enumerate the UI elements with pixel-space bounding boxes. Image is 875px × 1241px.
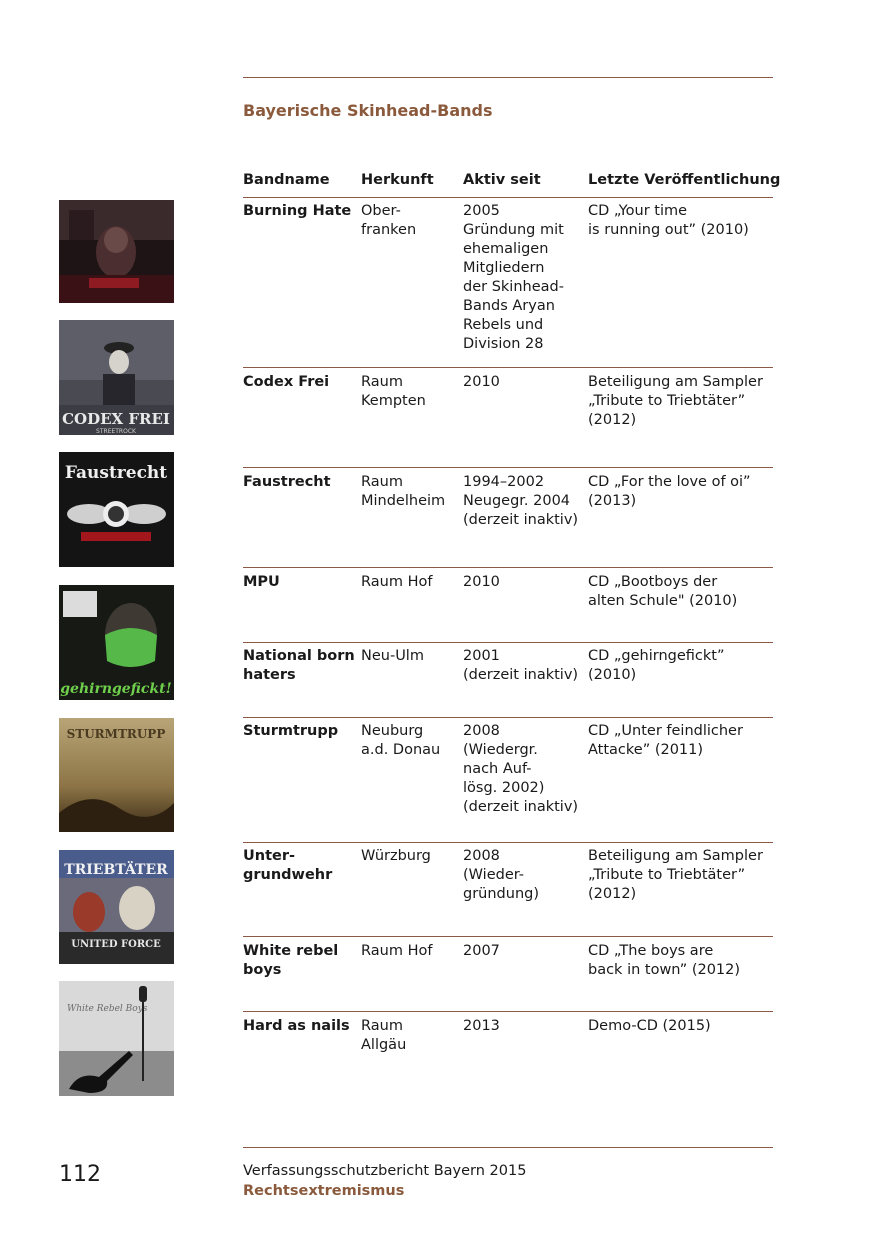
row-divider [243, 842, 773, 843]
band-active-since: 2013 [463, 1018, 500, 1034]
row-divider [243, 567, 773, 568]
row-divider [243, 642, 773, 643]
band-last-release: CD „Your time is running out” (2010) [588, 203, 749, 238]
report-section: Rechtsextremismus [243, 1183, 405, 1199]
band-name: Sturmtrupp [243, 723, 339, 739]
album-cover-mpu [59, 585, 174, 700]
bottom-rule [243, 1147, 773, 1148]
cover-subtitle-text: STREETROCK [96, 428, 136, 435]
album-cover-faustrecht [59, 452, 174, 567]
cover-title-text: gehirngefickt! [60, 681, 172, 697]
band-origin: Ober- franken [361, 203, 417, 238]
col-header-bandname: Bandname [243, 172, 330, 188]
band-active-since: 2001 (derzeit inaktiv) [463, 648, 579, 683]
cover-title-text: STURMTRUPP [66, 727, 166, 741]
band-last-release: Beteiligung am Sampler „Tribute to Triebtäter” (2012) [588, 848, 763, 902]
cover-subtitle-text: UNITED FORCE [71, 939, 161, 950]
band-origin: Raum Hof [361, 574, 433, 590]
row-divider [243, 367, 773, 368]
band-name: Unter- grundwehr [243, 848, 333, 883]
band-last-release: CD „Unter feindlicher Attacke” (2011) [588, 723, 743, 758]
album-cover-codex-frei [59, 320, 174, 435]
band-last-release: Demo-CD (2015) [588, 1018, 711, 1034]
album-cover-sturmtrupp [59, 718, 174, 832]
band-name: White rebel boys [243, 943, 339, 978]
album-cover-burning-hate [59, 200, 174, 303]
section-title: Bayerische Skinhead-Bands [243, 101, 493, 120]
band-origin: Raum Allgäu [361, 1018, 407, 1053]
band-name: Faustrecht [243, 474, 331, 490]
band-origin: Neu-Ulm [361, 648, 424, 664]
band-last-release: CD „For the love of oi” (2013) [588, 474, 751, 509]
band-active-since: 2010 [463, 374, 500, 390]
page-number: 112 [59, 1162, 101, 1187]
row-divider [243, 717, 773, 718]
album-cover-white-rebel-boys [59, 981, 174, 1096]
band-origin: Neuburg a.d. Donau [361, 723, 441, 758]
band-origin: Raum Mindelheim [361, 474, 446, 509]
band-name: Hard as nails [243, 1018, 350, 1034]
cover-title-text: TRIEBTÄTER [64, 862, 168, 878]
band-active-since: 1994–2002 Neugegr. 2004 (derzeit inaktiv) [463, 474, 579, 528]
band-name: Burning Hate [243, 203, 352, 219]
row-divider [243, 197, 773, 198]
band-active-since: 2008 (Wieder- gründung) [463, 848, 539, 902]
band-last-release: CD „Bootboys der alten Schule" (2010) [588, 574, 738, 609]
band-origin: Würzburg [361, 848, 431, 864]
album-cover-triebtaeter [59, 850, 174, 964]
band-active-since: 2008 (Wiedergr. nach Auf- lösg. 2002) (derzeit inaktiv) [463, 723, 579, 815]
col-header-aktiv-seit: Aktiv seit [463, 172, 541, 188]
band-active-since: 2010 [463, 574, 500, 590]
cover-title-text: White Rebel Boys [67, 1004, 148, 1014]
row-divider [243, 1011, 773, 1012]
band-last-release: Beteiligung am Sampler „Tribute to Triebtäter” (2012) [588, 374, 763, 428]
cover-title-text: Faustrecht [64, 463, 168, 483]
band-last-release: CD „The boys are back in town” (2012) [588, 943, 741, 978]
band-name: National born haters [243, 648, 355, 683]
col-header-letzte-veroeffentlichung: Letzte Veröffentlichung [588, 172, 781, 188]
band-name: Codex Frei [243, 374, 330, 390]
band-active-since: 2007 [463, 943, 500, 959]
band-active-since: 2005 Gründung mit ehemaligen Mitgliedern der Skinhead- Bands Aryan Rebels und Division 28 [463, 203, 564, 352]
top-rule [243, 77, 773, 78]
band-last-release: CD „gehirngefickt” (2010) [588, 648, 725, 683]
band-origin: Raum Kempten [361, 374, 426, 409]
band-origin: Raum Hof [361, 943, 433, 959]
col-header-herkunft: Herkunft [361, 172, 434, 188]
row-divider [243, 467, 773, 468]
report-title: Verfassungsschutzbericht Bayern 2015 [243, 1163, 527, 1179]
row-divider [243, 936, 773, 937]
band-name: MPU [243, 574, 280, 590]
cover-title-text: CODEX FREI [62, 410, 170, 428]
